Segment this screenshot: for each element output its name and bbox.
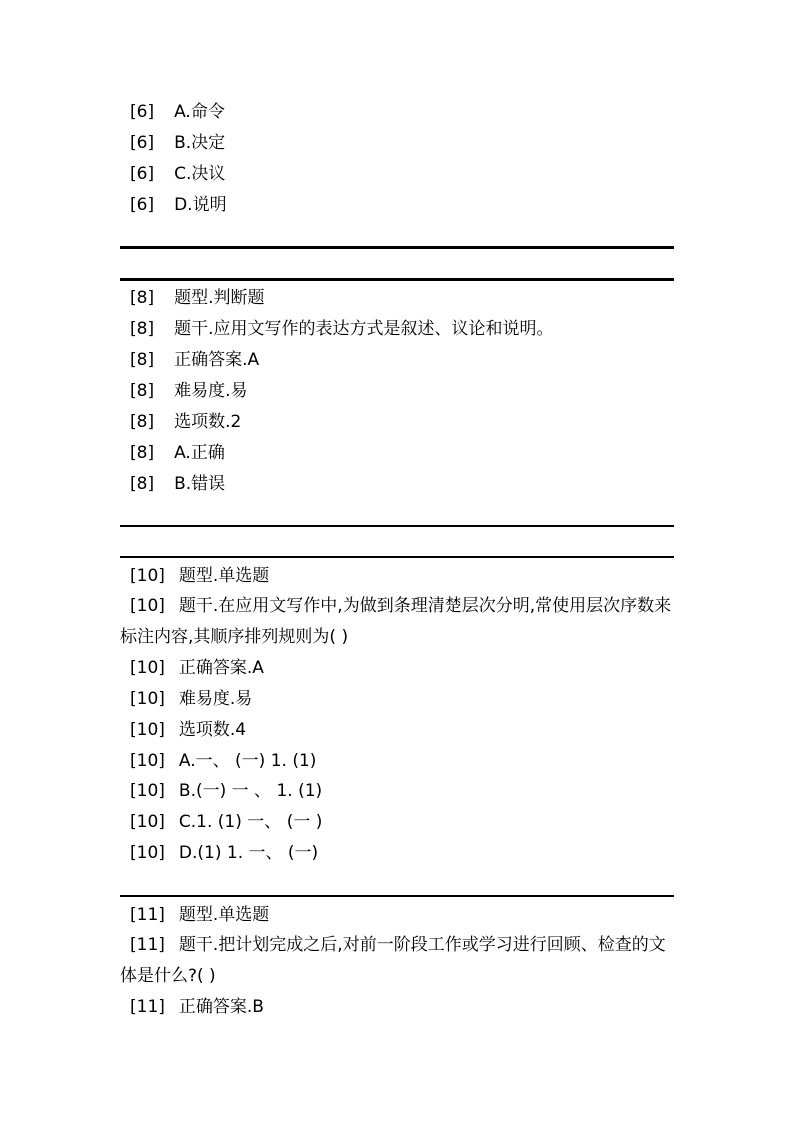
separator-rule	[120, 895, 674, 897]
option-line	[130, 750, 316, 772]
question-tag: [8]	[130, 474, 155, 494]
question-stem: 题干.把计划完成之后,对前一阶段工作或学习进行回顾、检查的文体是什么?( )	[120, 935, 666, 986]
option-line	[130, 780, 322, 802]
question-tag: [8]	[130, 381, 155, 401]
option-text: D.说明	[174, 195, 227, 215]
option-line	[130, 442, 225, 464]
question-tag: [10]	[130, 720, 165, 740]
question-tag: [10]	[130, 812, 165, 832]
question-tag: [10]	[130, 566, 165, 586]
option-text: D.(1) 1. 一、 (一)	[178, 843, 319, 863]
question-line	[130, 411, 241, 433]
separator-rule	[120, 246, 674, 249]
option-line	[130, 194, 227, 216]
correct-answer: 正确答案.B	[178, 997, 264, 1017]
option-line	[130, 132, 225, 154]
option-text: B.(一) 一 、 1. (1)	[178, 781, 323, 801]
question-stem: 题干.在应用文写作中,为做到条理清楚层次分明,常使用层次序数来标注内容,其顺序排列规则为( )	[120, 596, 672, 647]
question-line	[130, 657, 264, 679]
question-tag: [8]	[130, 412, 155, 432]
question-stem-paragraph	[120, 930, 676, 992]
question-tag: [6]	[130, 133, 155, 153]
question-line	[130, 287, 265, 309]
correct-answer: 正确答案.A	[174, 350, 260, 370]
option-line	[130, 101, 225, 123]
question-type: 题型.单选题	[178, 566, 270, 586]
correct-answer: 正确答案.A	[178, 658, 264, 678]
separator-rule	[120, 278, 674, 281]
question-type: 题型.单选题	[178, 905, 270, 925]
question-tag: [10]	[130, 689, 165, 709]
option-text: B.决定	[174, 133, 226, 153]
question-line	[130, 565, 269, 587]
question-tag: [8]	[130, 319, 155, 339]
separator-rule	[120, 525, 674, 527]
question-type: 题型.判断题	[174, 288, 265, 308]
difficulty: 难易度.易	[174, 381, 248, 401]
option-text: A.一、 (一) 1. (1)	[178, 751, 317, 771]
option-line	[130, 842, 318, 864]
option-text: A.命令	[174, 102, 225, 122]
question-tag: [8]	[130, 350, 155, 370]
question-tag: [10]	[130, 658, 165, 678]
option-line	[130, 811, 322, 833]
option-text: C.1. (1) 一、 (一 )	[178, 812, 323, 832]
option-count: 选项数.4	[178, 720, 247, 740]
question-tag: [8]	[130, 288, 155, 308]
option-line	[130, 163, 225, 185]
question-line	[130, 380, 248, 402]
question-tag: [10]	[130, 781, 165, 801]
question-tag: [8]	[130, 443, 155, 463]
option-text: B.错误	[174, 474, 226, 494]
question-line	[130, 719, 246, 741]
question-tag: [10]	[130, 751, 165, 771]
question-tag: [11]	[130, 935, 165, 955]
option-text: A.正确	[174, 443, 225, 463]
question-stem-paragraph	[120, 591, 676, 653]
question-tag: [10]	[130, 843, 165, 863]
question-tag: [10]	[130, 596, 165, 616]
option-text: C.决议	[174, 164, 226, 184]
question-line	[130, 996, 264, 1018]
question-tag: [11]	[130, 997, 165, 1017]
question-tag: [6]	[130, 102, 155, 122]
separator-rule	[120, 556, 674, 558]
question-line	[130, 688, 252, 710]
question-line	[130, 349, 259, 371]
question-line	[130, 318, 554, 340]
question-line	[130, 904, 269, 926]
option-count: 选项数.2	[174, 412, 242, 432]
difficulty: 难易度.易	[178, 689, 253, 709]
question-stem: 题干.应用文写作的表达方式是叙述、议论和说明。	[174, 319, 554, 339]
question-tag: [11]	[130, 905, 165, 925]
question-tag: [6]	[130, 195, 155, 215]
question-tag: [6]	[130, 164, 155, 184]
option-line	[130, 473, 225, 495]
